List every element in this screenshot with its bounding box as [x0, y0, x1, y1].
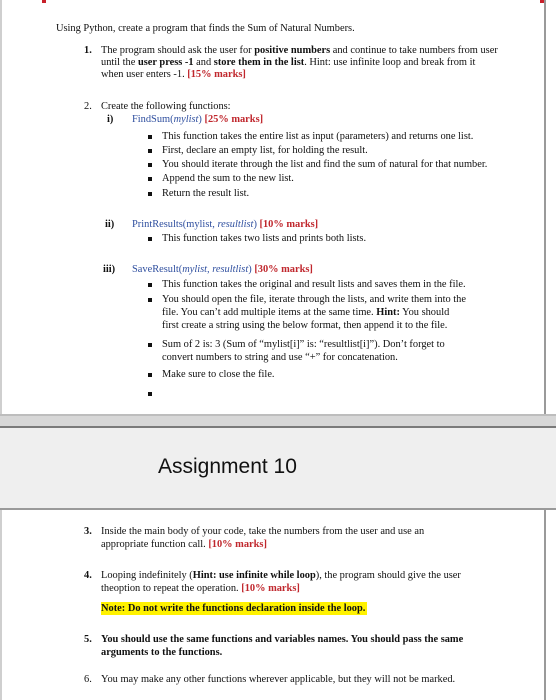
f1-bullet: This function takes the entire list as input (parameters) and returns one list. [162, 131, 474, 142]
bullet-icon [148, 149, 152, 153]
f1-bullet: First, declare an empty list, for holding the result. [162, 145, 368, 156]
f1-bullet: Return the result list. [162, 188, 250, 199]
intro-text: Using Python, create a program that finds the Sum of Natural Numbers. [56, 23, 355, 34]
q4-line1: Looping indefinitely (Hint: use infinite while loop), the program should give the user [101, 570, 461, 581]
bullet-icon [148, 343, 152, 347]
f3-bullet4: Make sure to close the file. [162, 369, 275, 380]
bullet-icon [148, 135, 152, 139]
f3-bullet2-line2: file. You can’t add multiple items at the same time. Hint: You should [162, 307, 450, 318]
f3-bullet2-line1: You should open the file, iterate through the lists, and write them into the [162, 294, 466, 305]
top-strip [40, 0, 545, 3]
bullet-icon [148, 392, 152, 396]
f2-heading: PrintResults(mylist, resultlist) [10% marks] [132, 219, 319, 230]
f1-bullet: You should iterate through the list and find the sum of natural for that number. [162, 159, 488, 170]
f3-roman: iii) [103, 264, 116, 275]
q4-number: 4. [84, 570, 92, 581]
bullet-icon [148, 163, 152, 167]
q3-line1: Inside the main body of your code, take the numbers from the user and use an [101, 526, 425, 537]
assignment-title: Assignment 10 [158, 455, 297, 478]
bullet-icon [148, 298, 152, 302]
page-left-edge [0, 510, 2, 700]
q6-number: 6. [84, 674, 92, 685]
bullet-icon [148, 237, 152, 241]
q3-number: 3. [84, 526, 92, 537]
f1-roman: i) [107, 114, 114, 125]
bullet-icon [148, 283, 152, 287]
bullet-icon [148, 177, 152, 181]
q1-line2: until the user press -1 and store them in the list. Hint: use infinite loop and break from it [101, 57, 476, 68]
q5-line2: arguments to the functions. [101, 647, 223, 658]
q1-number: 1. [84, 45, 92, 56]
q4-note: Note: Do not write the functions declaration inside the loop. [101, 603, 366, 614]
f2-bullet: This function takes two lists and prints both lists. [162, 233, 367, 244]
document-page-2 [0, 510, 545, 700]
f3-bullet1: This function takes the original and result lists and saves them in the file. [162, 279, 466, 290]
divider [0, 416, 556, 426]
q1-line1: The program should ask the user for positive numbers and continue to take numbers from user [101, 45, 498, 56]
q5-line1: You should use the same functions and variables names. You should pass the same [101, 634, 464, 645]
f3-bullet3-line2: convert numbers to string and use “+” for concatenation. [162, 352, 398, 363]
f2-roman: ii) [105, 219, 115, 230]
q2-title: Create the following functions: [101, 101, 231, 112]
q1-line3: when user enters -1. [15% marks] [101, 69, 246, 80]
q3-line2: appropriate function call. [10% marks] [101, 539, 267, 550]
f3-bullet3-line1: Sum of 2 is: 3 (Sum of “mylist[i]” is: “resultlist[i]”). Don’t forget to [162, 339, 445, 350]
red-mark [42, 0, 46, 3]
q4-line2: theoption to repeat the operation. [10% marks] [101, 583, 300, 594]
q5-number: 5. [84, 634, 92, 645]
f1-heading: FindSum(mylist) [25% marks] [132, 114, 264, 125]
f1-bullet: Append the sum to the new list. [162, 173, 294, 184]
bullet-icon [148, 373, 152, 377]
q6-line1: You may make any other functions wherever applicable, but they will not be marked. [101, 674, 456, 685]
bullet-icon [148, 192, 152, 196]
f3-heading: SaveResult(mylist, resultlist) [30% marks] [132, 264, 313, 275]
page-right-edge [544, 510, 546, 700]
q2-number: 2. [84, 101, 92, 112]
f3-bullet2-line3: first create a string using the below format, then append it to the file. [162, 320, 448, 331]
